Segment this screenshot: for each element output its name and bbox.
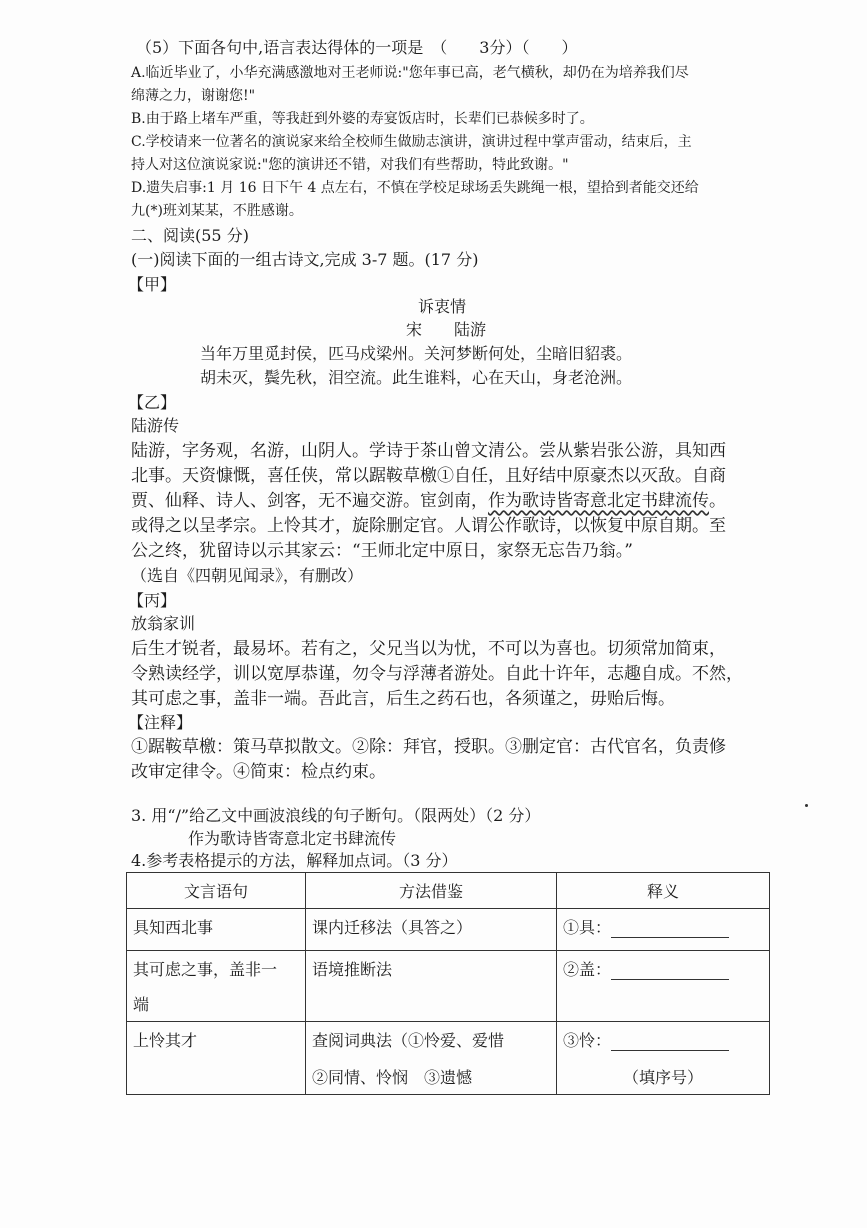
bing-line-1: 后生才锐者，最易坏。若有之，父兄当以为忧，不可以为喜也。切须常加简束， <box>131 639 726 659</box>
cell-phrase: 上怜其才 <box>127 1022 306 1095</box>
fill-order-hint: （填序号） <box>622 1068 703 1087</box>
yi-line-4: 或得之以呈孝宗。上怜其才，旋除删定官。人谓公作歌诗，以恢复中原自期。至 <box>131 516 726 536</box>
poem-line-1: 当年万里觅封侯，匹马戍梁州。关河梦断何处，尘暗旧貂裘。 <box>200 344 633 363</box>
yi-label: 【乙】 <box>128 393 177 412</box>
yi-line-3: 贾、仙释、诗人、剑客，无不遍交游。宦剑南，作为歌诗皆寄意北定书肆流传。 <box>131 491 726 511</box>
q4-prompt: 4.参考表格提示的方法，解释加点词。（3 分） <box>131 851 458 870</box>
q5-option-b: B.由于路上堵车严重，等我赶到外婆的寿宴饭店时，长辈们已恭候多时了。 <box>131 111 594 127</box>
section-reading-heading: 二、阅读(55 分) <box>131 226 249 245</box>
answer-blank-1[interactable] <box>611 923 729 938</box>
cell-method: 课内迁移法（具答之） <box>306 909 557 951</box>
q5-head: （5）下面各句中,语言表达得体的一项是 （ 3分）（ ） <box>136 38 578 57</box>
table-header-phrase: 文言语句 <box>127 873 306 909</box>
bing-title: 放翁家训 <box>131 614 196 633</box>
bing-line-3: 其可虑之事，盖非一端。吾此言，后生之药石也，各须谨之，毋贻后悔。 <box>131 689 675 709</box>
notes-line-2: 改审定律令。④简束：检点约束。 <box>131 762 386 782</box>
yi-source: （选自《四朝见闻录》，有删改） <box>131 566 364 585</box>
jia-label: 【甲】 <box>128 275 177 294</box>
yi-line-1: 陆游，字务观，名游，山阴人。学诗于茶山曾文清公。尝从紫岩张公游，具知西 <box>131 441 726 461</box>
q5-option-c-line1: C.学校请来一位著名的演说家来给全校师生做励志演讲，演讲过程中掌声雷动，结束后，主 <box>131 134 692 150</box>
cell-method: 查阅词典法（①怜爱、爱惜 ②同情、怜悯 ③遗憾 <box>306 1022 557 1095</box>
q5-option-c-line2: 持人对这位演说家说:"您的演讲还不错，对我们有些帮助，特此致谢。" <box>131 157 569 173</box>
q3-sentence: 作为歌诗皆寄意北定书肆流传 <box>188 829 397 848</box>
poem-author: 宋 陆游 <box>406 320 487 339</box>
cell-phrase: 具知西北事 <box>127 909 306 951</box>
q5-option-d-line1: D.遗失启事:1 月 16 日下午 4 点左右，不慎在学校足球场丢失跳绳一根，望拾到者能交还给 <box>131 180 699 196</box>
q5-option-d-line2: 九(*)班刘某某，不胜感谢。 <box>131 203 303 219</box>
cell-answer: ①具： <box>557 909 770 951</box>
table-row <box>127 951 770 1022</box>
bing-label: 【丙】 <box>128 591 177 610</box>
cell-phrase: 其可虑之事，盖非一 端 <box>127 951 306 1022</box>
yi-line-2: 北事。天资慷慨，喜任侠，常以踞鞍草檄①自任，且好结中原豪杰以灭敌。自商 <box>131 466 726 486</box>
cell-method: 语境推断法 <box>306 951 557 1022</box>
yi-title: 陆游传 <box>131 416 180 435</box>
poem-title: 诉衷情 <box>418 297 467 316</box>
table-row <box>127 1022 770 1095</box>
answer-blank-3[interactable] <box>611 1036 729 1051</box>
q4-table <box>126 872 770 1095</box>
wavy-underlined-sentence: 作为歌诗皆寄意北定书肆流传 <box>488 491 709 511</box>
cell-answer: ②盖： <box>557 951 770 1022</box>
q5-option-a-line2: 绵薄之力，谢谢您!" <box>131 88 256 104</box>
notes-line-1: ①踞鞍草檄：策马草拟散文。②除：拜官，授职。③删定官：古代官名，负责修 <box>131 737 726 757</box>
q3-prompt: 3. 用“/”给乙文中画波浪线的句子断句。（限两处）（2 分） <box>131 806 541 825</box>
table-row <box>127 909 770 951</box>
yi-line-5: 公之终，犹留诗以示其家云：“王师北定中原日，家祭无忘告乃翁。” <box>131 541 633 561</box>
poem-line-2: 胡未灭，鬓先秋，泪空流。此生谁料，心在天山，身老沧洲。 <box>200 368 633 387</box>
q5-option-a-line1: A.临近毕业了，小华充满感激地对王老师说:"您年事已高，老气横秋，却仍在为培养我们尽 <box>131 65 689 81</box>
notes-label: 【注释】 <box>128 713 193 732</box>
scan-speck <box>805 804 808 807</box>
table-header-method: 方法借鉴 <box>306 873 557 909</box>
answer-blank-2[interactable] <box>611 965 729 980</box>
cell-answer: ③怜： （填序号） <box>557 1022 770 1095</box>
bing-line-2: 令熟读经学，训以宽厚恭谨，勿令与浮薄者游处。自此十许年，志趣自成。不然， <box>131 664 743 684</box>
table-header-meaning: 释义 <box>557 873 770 909</box>
part1-instruction: (一)阅读下面的一组古诗文,完成 3-7 题。(17 分) <box>131 250 479 269</box>
